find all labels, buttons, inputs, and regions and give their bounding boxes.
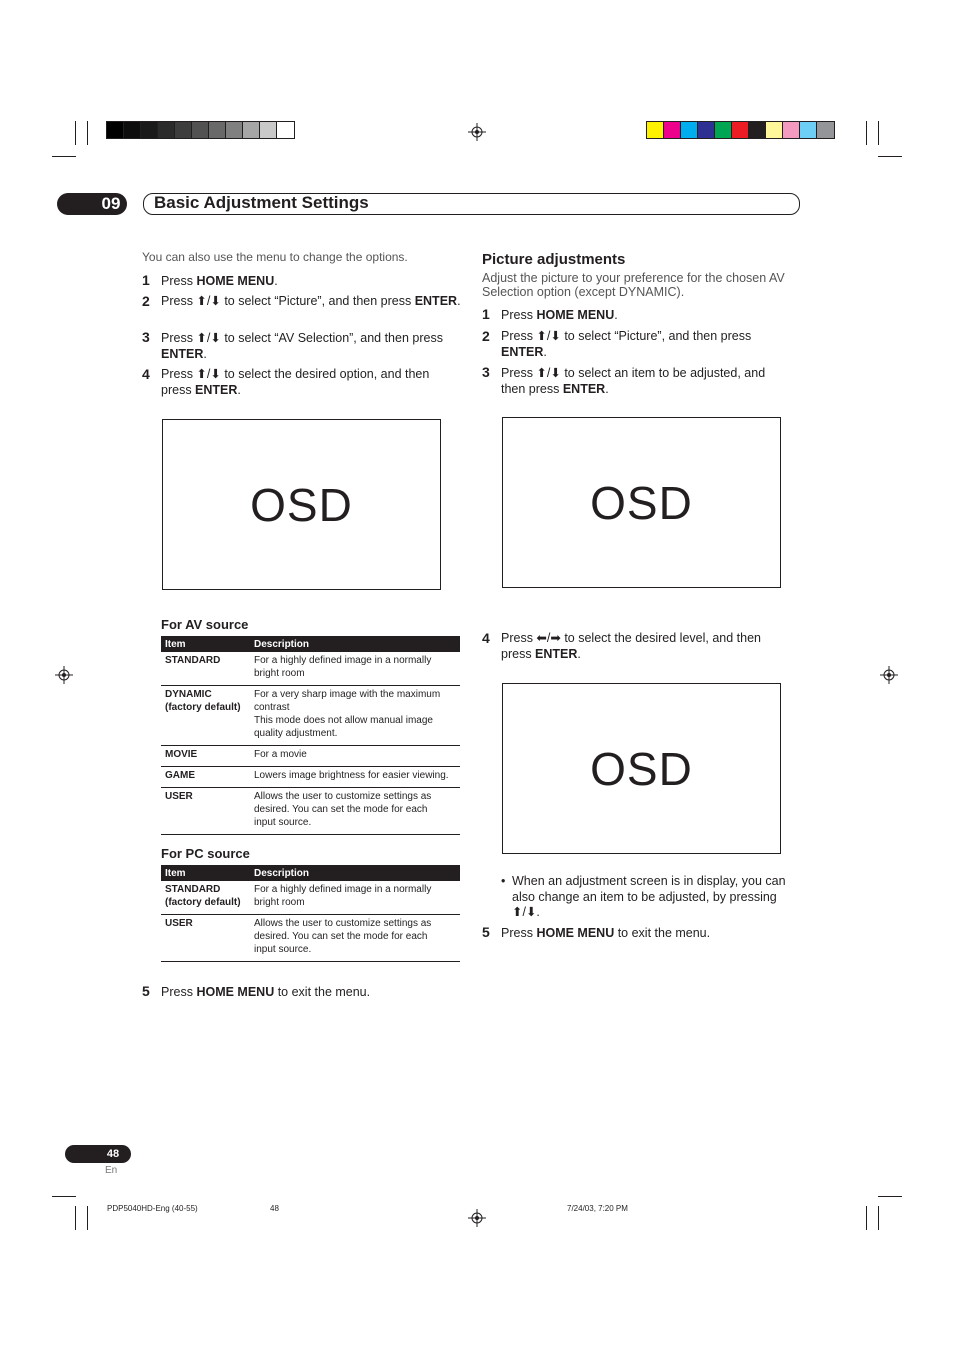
table-cell-desc: Allows the user to customize settings as desired. You can set the mode for each input source. xyxy=(250,915,460,962)
color-swatch xyxy=(800,122,817,138)
left-step-4: Press ⬆/⬇ to select the desired option, and then press ENTER. xyxy=(161,367,430,397)
color-swatch xyxy=(192,122,209,138)
registration-mark-icon xyxy=(468,1209,486,1227)
table-cell-desc: For a highly defined image in a normally bright room xyxy=(250,881,460,915)
step-number: 3 xyxy=(482,364,490,380)
crop-mark xyxy=(866,121,867,145)
crop-mark xyxy=(878,121,879,145)
column-header: Description xyxy=(250,636,460,652)
color-swatch xyxy=(681,122,698,138)
table-cell-item: MOVIE xyxy=(161,746,250,767)
left-step-5: Press HOME MENU to exit the menu. xyxy=(161,985,371,999)
table-row xyxy=(161,881,460,915)
right-bullet-note: When an adjustment screen is in display, you can also change an item to be adjusted, by pressing ⬆/⬇. xyxy=(512,874,786,919)
table-cell-item: GAME xyxy=(161,767,250,788)
color-swatch xyxy=(817,122,834,138)
left-step-3: Press ⬆/⬇ to select “AV Selection”, and then press ENTER. xyxy=(161,331,443,361)
table-row xyxy=(161,746,460,767)
crop-mark xyxy=(75,121,76,145)
color-swatch xyxy=(243,122,260,138)
column-header: Description xyxy=(250,865,460,881)
osd-screen-placeholder xyxy=(162,419,441,590)
color-swatch xyxy=(209,122,226,138)
osd-label: OSD xyxy=(250,478,353,531)
color-swatch xyxy=(141,122,158,138)
crop-mark xyxy=(87,1206,88,1230)
left-step-2: Press ⬆/⬇ to select “Picture”, and then press ENTER. xyxy=(161,294,461,308)
right-step-1: Press HOME MENU. xyxy=(501,308,618,322)
step-number: 1 xyxy=(142,272,150,288)
crop-mark xyxy=(878,156,902,157)
pc-source-table xyxy=(161,865,460,962)
chapter-number: 09 xyxy=(101,194,121,213)
table-cell-desc: Allows the user to customize settings as desired. You can set the mode for each input source. xyxy=(250,788,460,835)
right-step-5: Press HOME MENU to exit the menu. xyxy=(501,926,711,940)
table-row xyxy=(161,788,460,835)
color-calibration-bar xyxy=(646,121,835,139)
color-swatch xyxy=(647,122,664,138)
crop-mark xyxy=(87,121,88,145)
page-number: 48 xyxy=(106,1148,120,1160)
color-swatch xyxy=(698,122,715,138)
column-header: Item xyxy=(161,636,250,652)
table-row xyxy=(161,686,460,746)
table-cell-desc: For a highly defined image in a normally bright room xyxy=(250,652,460,686)
chapter-title: Basic Adjustment Settings xyxy=(154,193,369,212)
color-swatch xyxy=(664,122,681,138)
table-row xyxy=(161,915,460,962)
right-intro: Adjust the picture to your preference for the chosen AV Selection option (except DYNAMIC). xyxy=(482,271,785,299)
registration-mark-icon xyxy=(55,666,73,684)
footer-sheet-number: 48 xyxy=(270,1204,279,1213)
table-cell-item: DYNAMIC (factory default) xyxy=(161,686,250,746)
step-number: 1 xyxy=(482,306,490,322)
step-number: 5 xyxy=(482,924,490,940)
crop-mark xyxy=(878,1196,902,1197)
crop-mark xyxy=(866,1206,867,1230)
left-step-1: Press HOME MENU. xyxy=(161,274,278,288)
osd-screen-placeholder xyxy=(502,683,781,854)
table-row xyxy=(161,767,460,788)
table-cell-item: STANDARD xyxy=(161,652,250,686)
av-source-heading: For AV source xyxy=(161,617,249,632)
color-swatch xyxy=(124,122,141,138)
table-cell-item: USER xyxy=(161,788,250,835)
table-cell-desc: For a very sharp image with the maximum contrast This mode does not allow manual image quality adjustment. xyxy=(250,686,460,746)
right-step-2: Press ⬆/⬇ to select “Picture”, and then press ENTER. xyxy=(501,329,752,359)
pc-source-heading: For PC source xyxy=(161,846,250,861)
step-number: 4 xyxy=(482,630,490,646)
step-number: 3 xyxy=(142,329,150,345)
language-label: En xyxy=(105,1165,118,1176)
picture-adjustments-heading: Picture adjustments xyxy=(482,251,626,268)
footer-file-name: PDP5040HD-Eng (40-55) xyxy=(107,1204,198,1213)
color-swatch xyxy=(260,122,277,138)
grayscale-calibration-bar xyxy=(106,121,295,139)
crop-mark xyxy=(52,156,76,157)
step-number: 2 xyxy=(142,293,150,309)
crop-mark xyxy=(878,1206,879,1230)
registration-mark-icon xyxy=(468,123,486,141)
bullet-marker: • xyxy=(501,874,506,888)
right-step-4: Press ⬅/➡ to select the desired level, and then press ENTER. xyxy=(501,631,761,661)
osd-label: OSD xyxy=(590,742,693,795)
color-swatch xyxy=(158,122,175,138)
crop-mark xyxy=(75,1206,76,1230)
color-swatch xyxy=(715,122,732,138)
table-cell-item: USER xyxy=(161,915,250,962)
color-swatch xyxy=(783,122,800,138)
table-cell-desc: Lowers image brightness for easier viewing. xyxy=(250,767,460,788)
step-number: 2 xyxy=(482,328,490,344)
step-number: 5 xyxy=(142,983,150,999)
av-source-table xyxy=(161,636,460,835)
table-cell-desc: For a movie xyxy=(250,746,460,767)
color-swatch xyxy=(766,122,783,138)
osd-label: OSD xyxy=(590,476,693,529)
step-number: 4 xyxy=(142,366,150,382)
column-header: Item xyxy=(161,865,250,881)
table-cell-item: STANDARD (factory default) xyxy=(161,881,250,915)
footer-date: 7/24/03, 7:20 PM xyxy=(567,1204,628,1213)
table-row xyxy=(161,652,460,686)
color-swatch xyxy=(107,122,124,138)
crop-mark xyxy=(52,1196,76,1197)
color-swatch xyxy=(277,122,294,138)
osd-screen-placeholder xyxy=(502,417,781,588)
color-swatch xyxy=(226,122,243,138)
color-swatch xyxy=(732,122,749,138)
registration-mark-icon xyxy=(880,666,898,684)
color-swatch xyxy=(175,122,192,138)
left-intro: You can also use the menu to change the options. xyxy=(142,250,408,264)
color-swatch xyxy=(749,122,766,138)
right-step-3: Press ⬆/⬇ to select an item to be adjusted, and then press ENTER. xyxy=(501,366,766,396)
